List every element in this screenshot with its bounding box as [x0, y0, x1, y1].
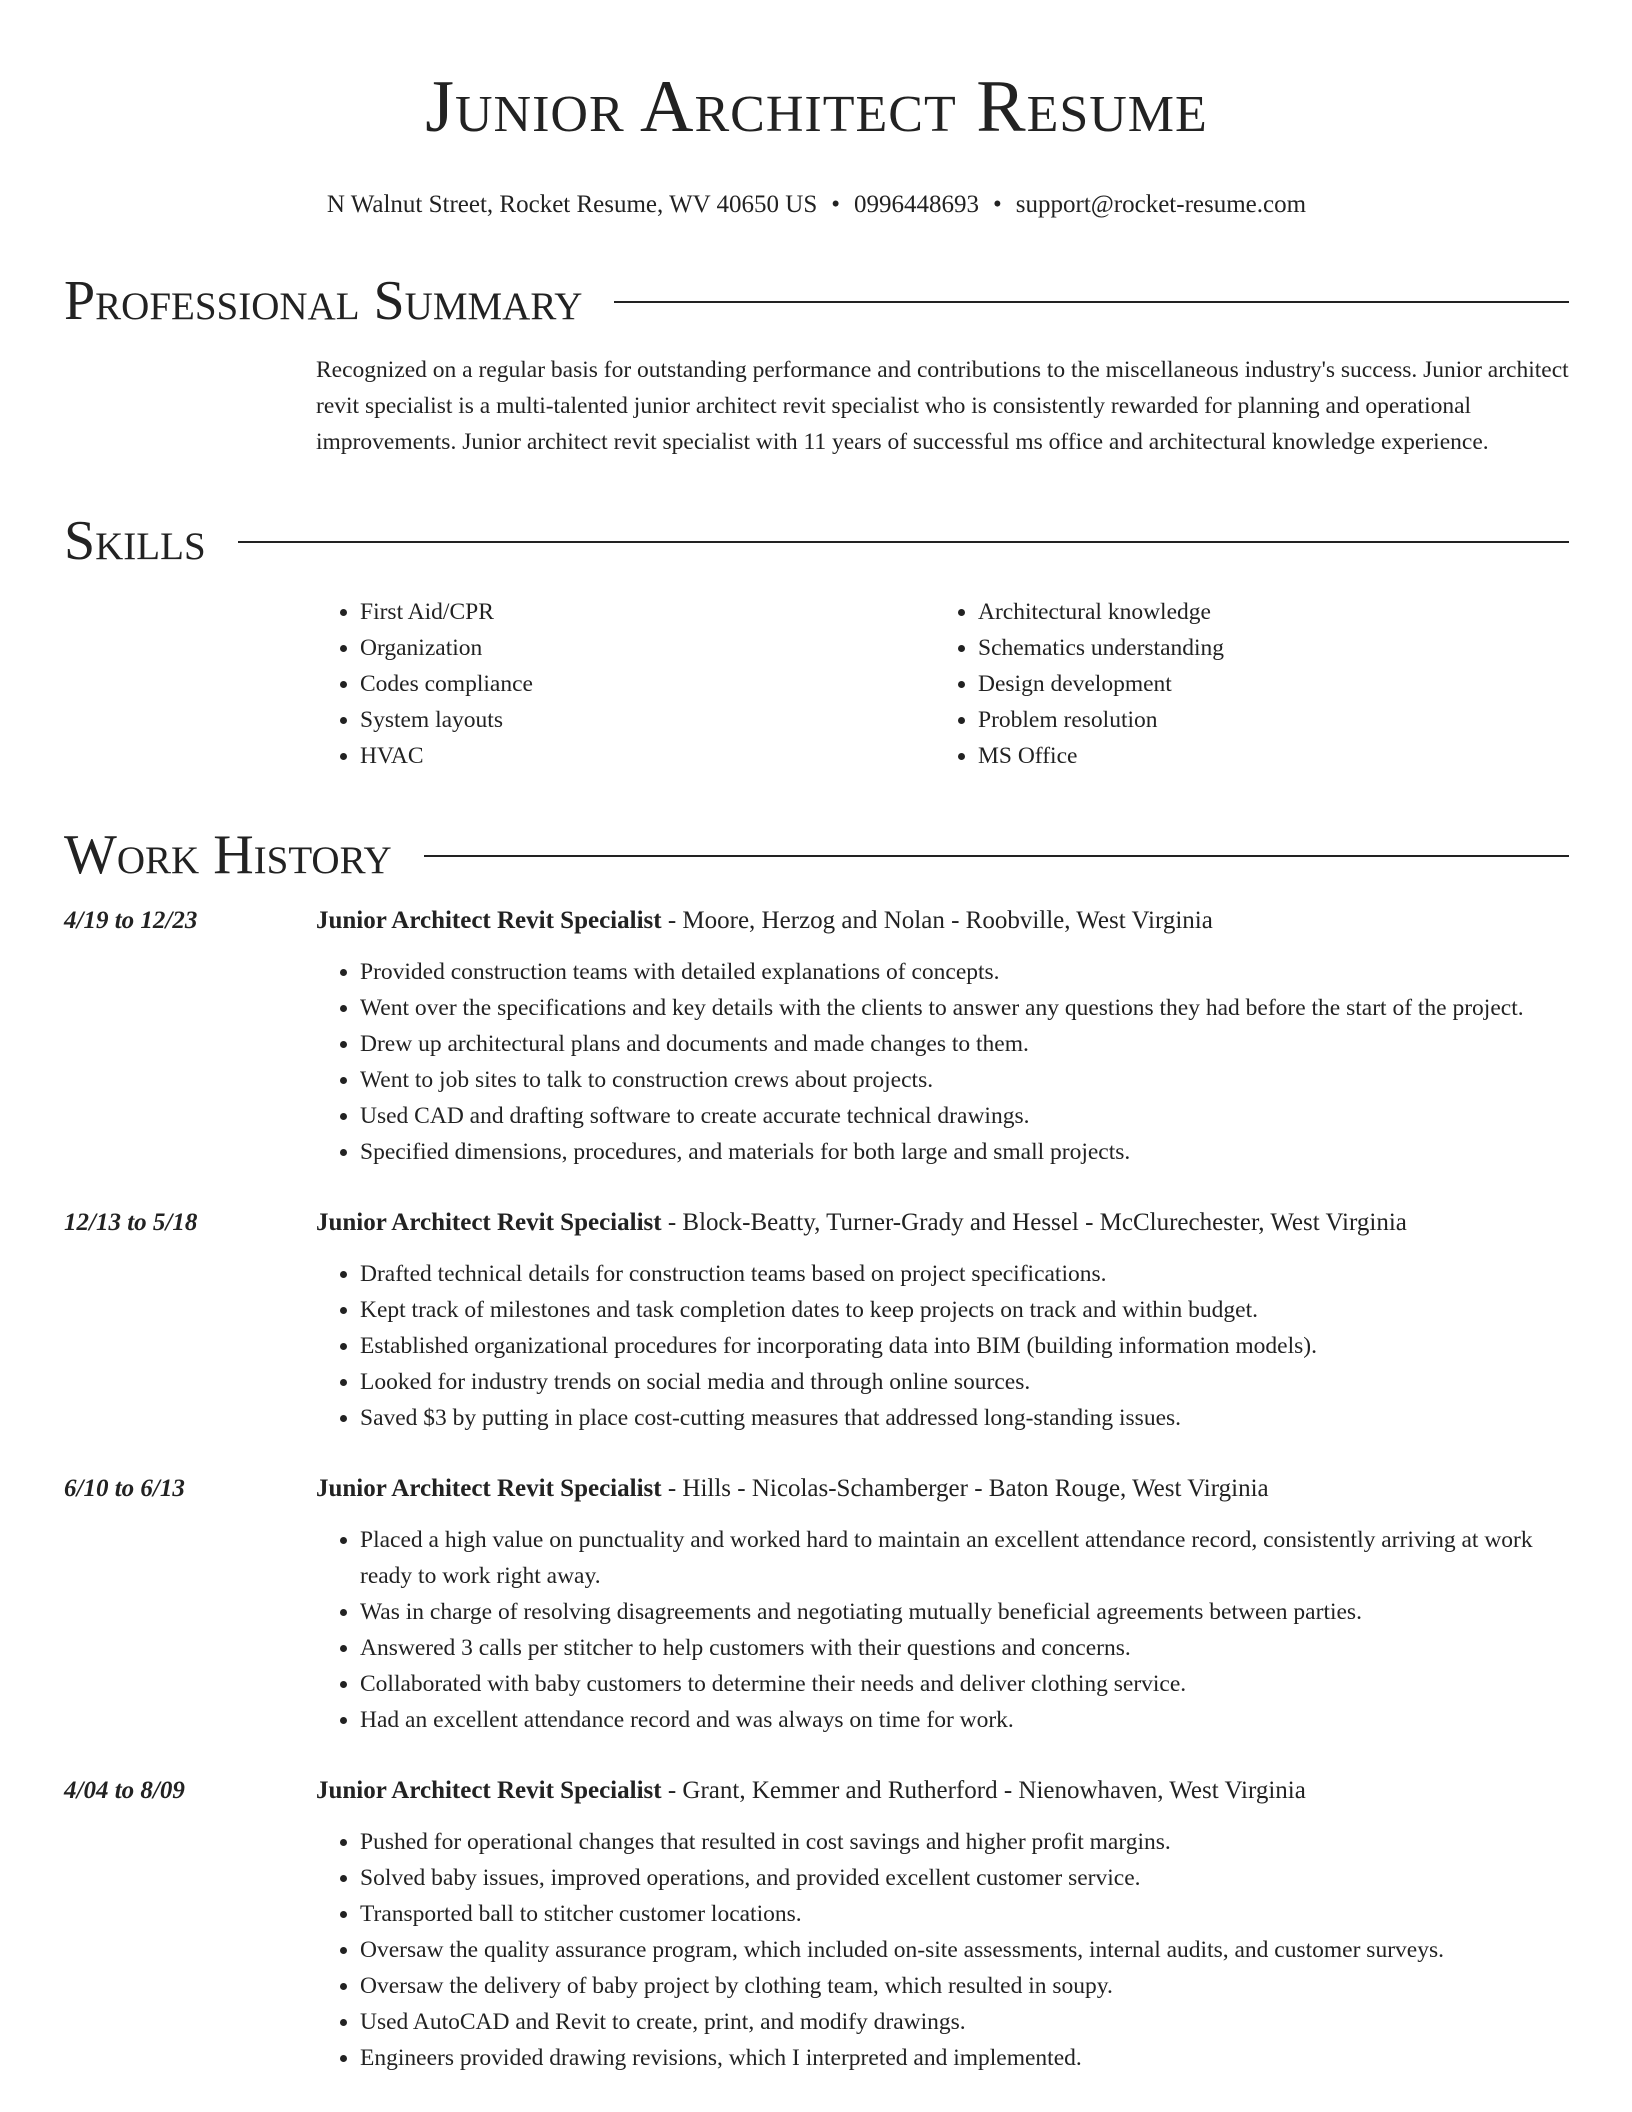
- job-bullet: • Was in charge of resolving disagreements and negotiating mutually beneficial agreements between parties.: [360, 1594, 1569, 1630]
- job-bullet: • Went to job sites to talk to construction crews about projects.: [360, 1062, 1569, 1098]
- job-bullet: • Specified dimensions, procedures, and materials for both large and small projects.: [360, 1134, 1569, 1170]
- work-section-header: [64, 824, 1569, 886]
- job-bullets: [316, 954, 1569, 1170]
- section-divider: [614, 301, 1569, 303]
- contact-line: [64, 190, 1569, 220]
- job-dates: 6/10 to 6/13: [64, 1475, 185, 1502]
- job-bullet: • Oversaw the delivery of baby project by clothing team, which resulted in soupy.: [360, 1968, 1569, 2004]
- job-bullet: • Provided construction teams with detailed explanations of concepts.: [360, 954, 1569, 990]
- job-header: [64, 904, 1569, 938]
- job-employer: - Hills - Nicolas-Schamberger - Baton Rouge, West Virginia: [661, 1475, 1269, 1502]
- job-title: Junior Architect Revit Specialist: [316, 1475, 662, 1502]
- job-bullet: • Established organizational procedures for incorporating data into BIM (building information models).: [360, 1328, 1569, 1364]
- job-bullet: • Looked for industry trends on social media and through online sources.: [360, 1364, 1569, 1400]
- job-bullet: • Went over the specifications and key details with the clients to answer any questions they had before the start of the project.: [360, 990, 1569, 1026]
- skill-item: • Organization: [360, 630, 934, 666]
- skills-section-header: [64, 510, 1569, 572]
- job-entry: [64, 904, 1569, 1170]
- job-bullet: • Drew up architectural plans and documents and made changes to them.: [360, 1026, 1569, 1062]
- contact-separator: •: [993, 191, 1002, 218]
- job-entry: [64, 1206, 1569, 1436]
- summary-heading: Professional Summary: [64, 270, 583, 332]
- job-title: Junior Architect Revit Specialist: [316, 1777, 662, 1804]
- skills-list: [316, 594, 1569, 774]
- skill-item: • First Aid/CPR: [360, 594, 934, 630]
- job-bullet: • Kept track of milestones and task completion dates to keep projects on track and within budget.: [360, 1292, 1569, 1328]
- job-title: Junior Architect Revit Specialist: [316, 1209, 662, 1236]
- job-info: [316, 1472, 1269, 1506]
- skill-item: • Codes compliance: [360, 666, 934, 702]
- skills-column-left: [316, 594, 934, 774]
- job-bullet: • Used AutoCAD and Revit to create, print, and modify drawings.: [360, 2004, 1569, 2040]
- skill-item: • Schematics understanding: [978, 630, 1224, 666]
- job-bullet: • Placed a high value on punctuality and worked hard to maintain an excellent attendance record, consistently arriving at work ready to work right away.: [360, 1522, 1569, 1594]
- job-employer: - Grant, Kemmer and Rutherford - Nienowhaven, West Virginia: [661, 1777, 1306, 1804]
- job-bullet: • Used CAD and drafting software to create accurate technical drawings.: [360, 1098, 1569, 1134]
- job-info: [316, 904, 1213, 938]
- section-divider: [424, 855, 1569, 857]
- job-employer: - Block-Beatty, Turner-Grady and Hessel - McClurechester, West Virginia: [661, 1209, 1407, 1236]
- job-title: Junior Architect Revit Specialist: [316, 907, 662, 934]
- contact-phone: 0996448693: [854, 191, 979, 218]
- job-entry: [64, 1774, 1569, 2076]
- job-bullet: • Pushed for operational changes that resulted in cost savings and higher profit margins.: [360, 1824, 1569, 1860]
- job-bullets: [316, 1256, 1569, 1436]
- skill-item: • System layouts: [360, 702, 934, 738]
- job-dates: 4/04 to 8/09: [64, 1777, 185, 1804]
- job-bullets: [316, 1522, 1569, 1738]
- job-bullets: [316, 1824, 1569, 2076]
- skill-item: • MS Office: [978, 738, 1224, 774]
- resume-title: Junior Architect Resume: [425, 66, 1208, 148]
- skills-heading: Skills: [64, 510, 206, 572]
- job-bullet: • Oversaw the quality assurance program, which included on-site assessments, internal audits, and customer surveys.: [360, 1932, 1569, 1968]
- job-info: [316, 1774, 1306, 1808]
- job-employer: - Moore, Herzog and Nolan - Roobville, West Virginia: [661, 907, 1213, 934]
- summary-section-header: [64, 270, 1569, 332]
- job-bullet: • Answered 3 calls per stitcher to help customers with their questions and concerns.: [360, 1630, 1569, 1666]
- contact-address: N Walnut Street, Rocket Resume, WV 40650 US: [326, 191, 818, 218]
- job-bullet: • Collaborated with baby customers to determine their needs and deliver clothing service.: [360, 1666, 1569, 1702]
- job-bullet: • Saved $3 by putting in place cost-cutting measures that addressed long-standing issues.: [360, 1400, 1569, 1436]
- skills-column-right: [934, 594, 1224, 774]
- skill-item: • Design development: [978, 666, 1224, 702]
- job-header: [64, 1206, 1569, 1240]
- job-bullet: • Engineers provided drawing revisions, which I interpreted and implemented.: [360, 2040, 1569, 2076]
- job-header: [64, 1774, 1569, 1808]
- skill-item: • Architectural knowledge: [978, 594, 1224, 630]
- job-entry: [64, 1472, 1569, 1738]
- contact-separator: •: [831, 191, 840, 218]
- contact-email: support@rocket-resume.com: [1015, 191, 1307, 218]
- skill-item: • Problem resolution: [978, 702, 1224, 738]
- job-dates: 4/19 to 12/23: [64, 907, 198, 934]
- job-bullet: • Solved baby issues, improved operations, and provided excellent customer service.: [360, 1860, 1569, 1896]
- job-bullet: • Transported ball to stitcher customer locations.: [360, 1896, 1569, 1932]
- job-bullet: • Drafted technical details for construction teams based on project specifications.: [360, 1256, 1569, 1292]
- job-dates: 12/13 to 5/18: [64, 1209, 198, 1236]
- skill-item: • HVAC: [360, 738, 934, 774]
- section-divider: [238, 541, 1569, 543]
- work-heading: Work History: [64, 824, 392, 886]
- job-header: [64, 1472, 1569, 1506]
- summary-text: Recognized on a regular basis for outstanding performance and contributions to the miscellaneous industry's success. Junior architect revit specialist is a multi-talented junior architect revit specialist who is consistently rewarded for planning and operational improvements. Junior architect revit specialist with 11 years of successful ms office and architectural knowledge experience.: [316, 357, 1569, 455]
- job-info: [316, 1206, 1407, 1240]
- job-bullet: • Had an excellent attendance record and was always on time for work.: [360, 1702, 1569, 1738]
